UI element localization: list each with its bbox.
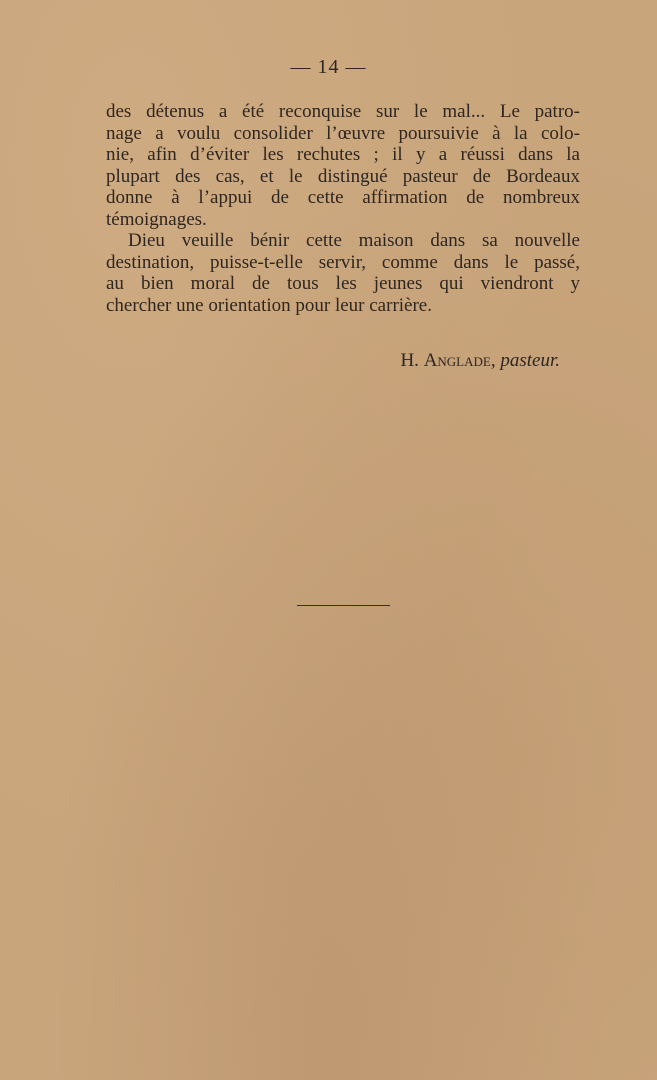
paragraph-1 [106,101,580,230]
text-line: destination, puisse-t-elle servir, comme dans le passé, [106,251,580,273]
text-line: plupart des cas, et le distingué pasteur de Bordeaux [106,165,580,187]
signature-initial: H. [400,350,419,371]
text-line: des détenus a été reconquise sur le mal... Le patro- [106,101,580,122]
text-line: Dieu veuille bénir cette maison dans sa nouvelle [128,230,580,251]
text-line: au bien moral de tous les jeunes qui viendront y [106,273,580,294]
signature-name: Anglade, [423,350,496,371]
section-divider [297,605,390,606]
page-number: — 14 — [290,56,367,78]
signature [400,350,560,372]
text-line: nie, afin d’éviter les rechutes ; il y a réussi dans la [106,144,580,165]
text-line: témoignages. [106,208,207,230]
signature-role: pasteur. [500,350,560,371]
body-text [106,101,580,316]
paragraph-2 [106,230,580,316]
text-line: donne à l’appui de cette affirmation de nombreux [106,187,580,208]
text-line: nage a voulu consolider l’œuvre poursuivie à la colo- [106,122,580,144]
text-line: chercher une orientation pour leur carrière. [106,294,432,316]
